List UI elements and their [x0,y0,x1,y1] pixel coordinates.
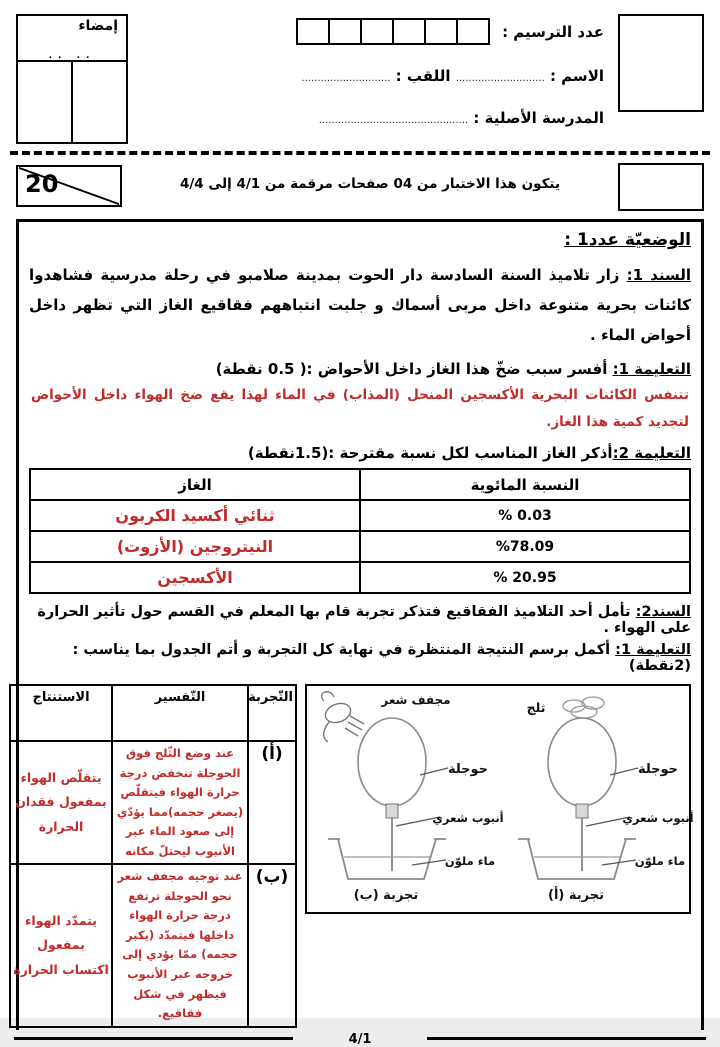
sanad2-text: تأمل أحد التلاميذ الفقاقيع فتذكر تجربة قام بها المعلم في القسم حول تأثير الحرارة على الهواء . [37,604,691,636]
registration-cell [296,18,330,45]
registration-row [138,18,604,45]
basin-drawing [518,839,636,879]
conclusion-answer: يتمدّد الهواء بمفعول اكتساب الحرارة [10,864,112,1026]
percentage-value: % 0.03 [360,500,690,531]
dashed-divider [10,151,710,155]
signature-box [16,14,128,144]
flask-label: حوجلة [447,762,489,777]
name-row [138,67,604,85]
results-header-experiment: التّجربة [248,685,296,741]
exam-pages-note: يتكون هذا الاختبار من 04 صفحات مرقمة من 4/1 إلى 4/4 [179,176,561,192]
bottom-area [13,684,694,1028]
name-label: الاسم : [549,67,604,85]
score-box [16,165,122,207]
tube-label: أنبوب شعري [432,811,504,825]
gas-answer: الأكسجين [30,562,360,593]
gas-table-header-gas: الغاز [30,469,360,500]
hairdryer-drawing [322,692,364,742]
table-row [30,500,690,531]
results-header-conclusion: الاستنتاج [10,685,112,741]
gas-answer: ثنائي أكسيد الكربون [30,500,360,531]
main-content-box [13,219,704,1030]
hairdryer-label: مجفف شعر [381,693,451,707]
sanad2-label: السند2: [635,604,691,620]
flask-drawing [358,718,426,806]
school-field-dots: ............................................... [318,115,469,126]
header [16,14,704,144]
gas-answer: النيتروجين (الأزوت) [30,531,360,562]
instruction3-label: التعليمة 1: [615,642,691,658]
results-table [9,684,297,1028]
sanad1-label: السند 1: [626,266,691,284]
signature-cell [71,62,126,142]
diagram-caption: تجربة (ب) [353,888,419,903]
score-value: 20 [25,170,59,198]
results-table-header-row [10,685,296,741]
basin-drawing [328,839,446,879]
conclusion-answer: يتقلّص الهواء بمفعول فقدان الحرارة [10,741,112,864]
percentage-value: % 20.95 [360,562,690,593]
ice-drawing [563,697,604,718]
school-label: المدرسة الأصلية : [473,109,604,127]
experiments-diagram-box [305,684,694,914]
signature-label: إمضاء [78,18,118,34]
signature-cells [18,62,126,142]
registration-label: عدد الترسيم : [502,22,604,41]
name-field-dots: ............................ [455,73,545,84]
signature-cell [18,62,71,142]
registration-cell [360,18,394,45]
gas-table-header-percentage: النسبة المائوية [360,469,690,500]
exam-info-row [16,163,704,211]
registration-cell [424,18,458,45]
sanad2-paragraph [29,604,691,636]
section-title: الوضعيّة عدد1 : [564,230,691,250]
stopper-drawing [386,804,398,818]
student-info [128,14,618,127]
surname-label: اللقب : [395,67,451,85]
signature-dots: .. .. [48,51,96,61]
results-header-explanation: التّفسير [112,685,248,741]
explanation-answer: عند وضع الثّلج فوق الحوجلة تنخفض درجة حرارة الهواء فيتقلّص (يصغر حجمه)مما يؤدّي إلى صعود الماء عبر الأنبوب ليحتلّ مكانه [112,741,248,864]
page-number: 4/1 [348,1031,372,1047]
flask-label: حوجلة [637,762,679,777]
table-row [10,741,296,864]
flask-drawing [548,718,616,806]
instruction3-line [29,642,691,674]
instruction1-line [29,360,691,378]
registration-cell [328,18,362,45]
footer-line [14,1037,293,1040]
diagram-caption: تجربة (أ) [548,888,604,903]
explanation-answer: عند توجيه مجفف شعر نحو الحوجلة ترتفع درجة حرارة الهواء داخلها فيتمدّد (يكبر حجمه) ممّا يؤدي إلى خروجه عبر الأنبوب فيظهر في شكل فقاقيع. [112,864,248,1026]
signature-header [18,16,126,62]
table-row [10,864,296,1026]
percentage-value: %78.09 [360,531,690,562]
experiment-b-diagram [308,689,504,907]
surname-field-dots: ............................ [301,73,391,84]
tube-label: أنبوب شعري [622,811,694,825]
sanad1-text: زار تلاميذ السنة السادسة دار الحوت بمدينة صلامبو في رحلة مدرسية فشاهدوا كائنات بحرية متنوعة داخل مربى أسماك و جلبت انتباههم فقاقيع الغاز التي تظهر داخل أحواض الماء . [29,266,691,344]
instruction3-text: أكمل برسم النتيجة المنتظرة في نهاية كل التجربة و أتم الجدول بما يناسب :(2نقطة) [72,642,691,674]
table-row [30,531,690,562]
instruction2-label: التعليمة 2: [612,444,691,462]
experiment-id: (ب) [248,864,296,1026]
experiment-a-diagram [498,689,694,907]
answer1-text: تتنفس الكائنات البحرية الأكسجين المنحل (المذاب) في الماء لهذا يقع ضخ الهواء داخل الأحواض لتجديد كمية هذا الغاز. [31,387,689,430]
water-label: ماء ملوّن [634,854,686,868]
sanad1-paragraph [29,260,691,350]
table-row [30,562,690,593]
gas-table-header-row [30,469,690,500]
flask-leader-line [610,768,638,775]
flask-leader-line [420,768,448,775]
ice-label: ثلج [526,700,546,715]
instruction2-line [29,444,691,462]
school-row [138,109,604,127]
instruction1-label: التعليمة 1: [612,360,691,378]
registration-cell [392,18,426,45]
footer-line [427,1037,706,1040]
experiment-id: (أ) [248,741,296,864]
corner-box [618,14,704,112]
gas-table [29,468,691,594]
registration-cell [456,18,490,45]
stopper-drawing [576,804,588,818]
stamp-box [618,163,704,211]
instruction1-text: أفسر سبب ضخّ هذا الغاز داخل الأحواض :( 0.5 نقطة) [215,360,613,378]
instruction2-text: أذكر الغاز المناسب لكل نسبة مقترحة :(1.5نقطة) [247,444,613,462]
registration-cells [298,18,490,45]
water-label: ماء ملوّن [444,854,496,868]
page-footer [14,1030,706,1047]
